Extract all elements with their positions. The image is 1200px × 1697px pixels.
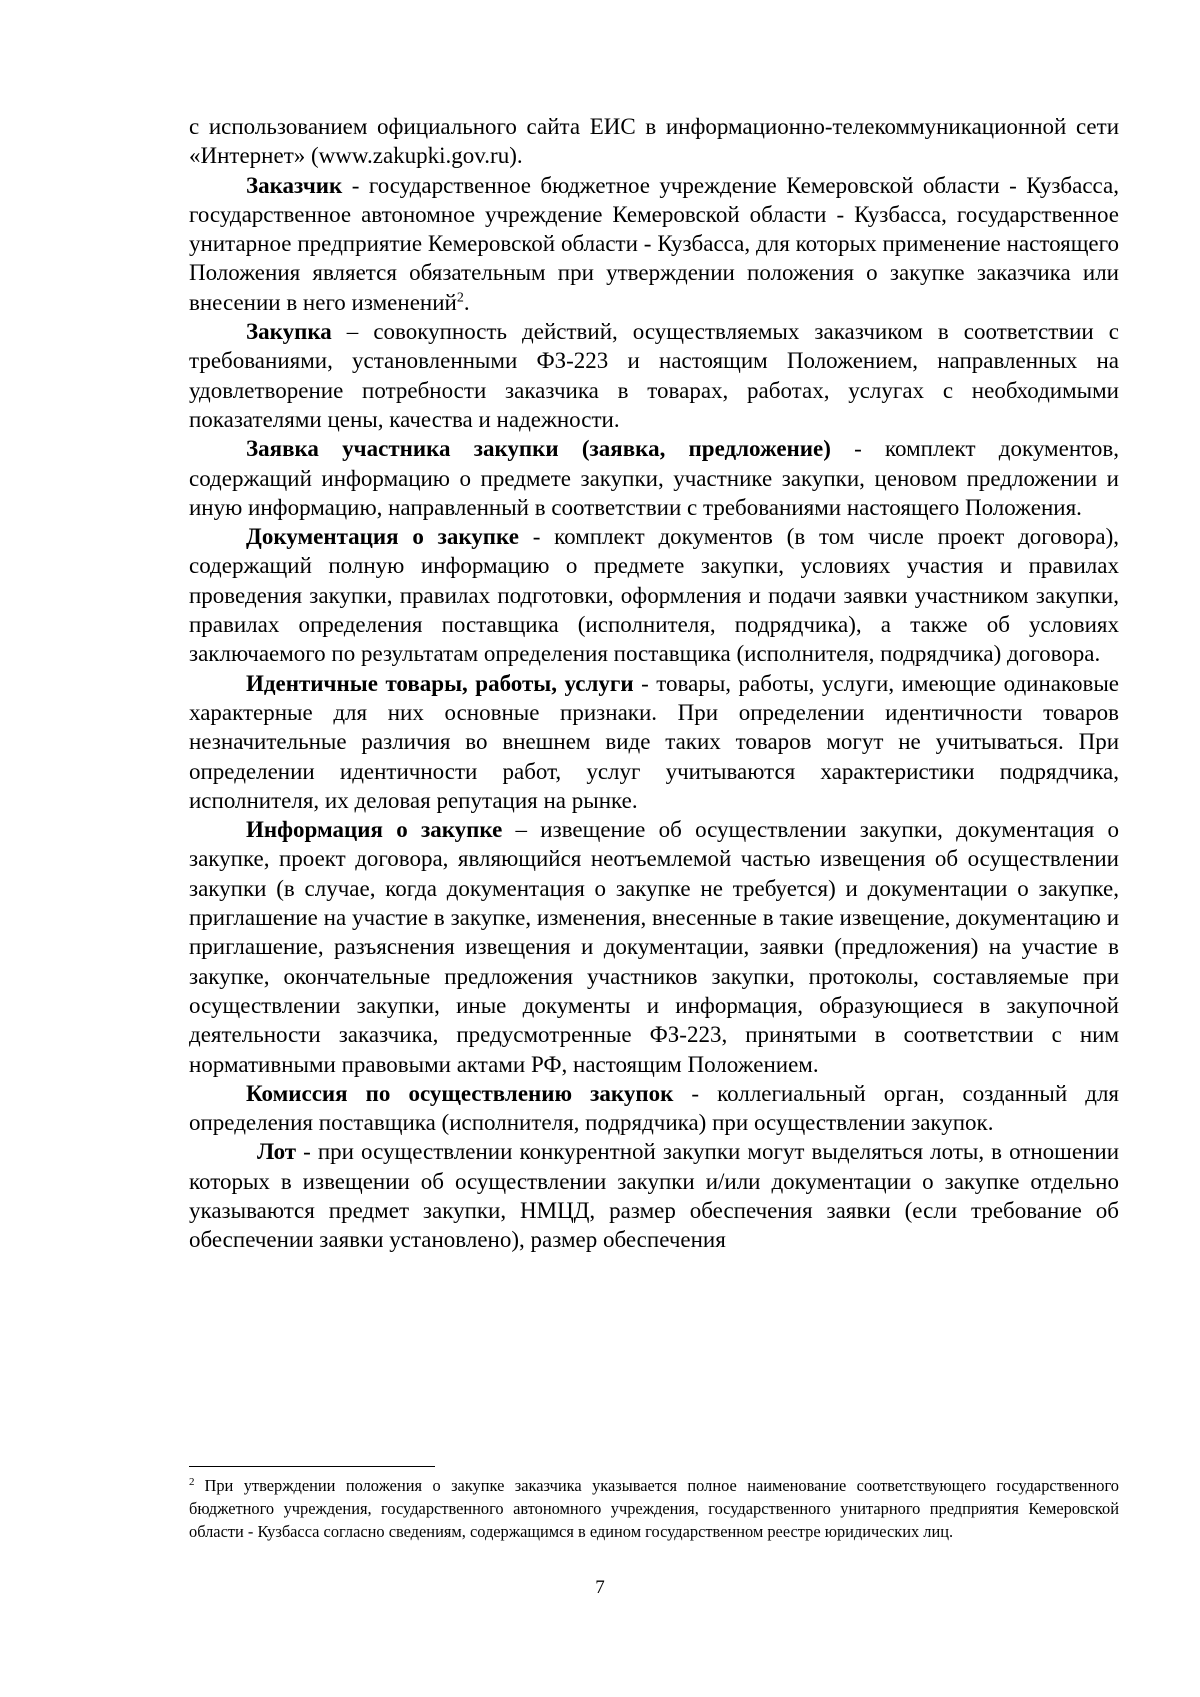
definition-text: - коллегиальный орган, созданный для определения поставщика (исполнителя, подрядчика) при осуществлении закупок. <box>189 1080 1119 1136</box>
definition-paragraph-identical-goods <box>189 669 1119 815</box>
definition-text: - комплект документов, содержащий информацию о предмете закупки, участнике закупки, ценовом предложении и иную информацию, направленный в соответствии с требованиями настоящего Положения. <box>189 436 1119 520</box>
definition-text: - при осуществлении конкурентной закупки могут выделяться лоты, в отношении которых в извещении об осуществлении закупки и/или документации о закупке отдельно указываются предмет закупки, НМЦД, размер обеспечения заявки (если требование об обеспечении заявки установлено), размер обеспечения <box>189 1139 1119 1253</box>
definition-text: - товары, работы, услуги, имеющие одинаковые характерные для них основные признаки. При определении идентичности товаров незначительные различия во внешнем виде таких товаров могут не учитываться. При определении идентичности работ, услуг учитываются характеристики подрядчика, исполнителя, их деловая репутация на рынке. <box>189 670 1119 813</box>
definition-paragraph-application <box>189 434 1119 522</box>
definition-text: – извещение об осуществлении закупки, документация о закупке, проект договора, являющийся неотъемлемой частью извещения об осуществлении закупки (в случае, когда документация о закупке не требуется) и документации о закупке, приглашение на участие в закупке, изменения, внесенные в такие извещение, документацию и приглашение, разъяснения извещения и документации, заявки (предложения) на участие в закупке, окончательные предложения участников закупки, протоколы, составляемые при осуществлении закупки, иные документы и информация, образующиеся в закупочной деятельности заказчика, предусмотренные ФЗ-223, принятыми в соответствии с ним нормативными правовыми актами РФ, настоящим Положением. <box>189 817 1119 1077</box>
footnote-marker: 2 <box>189 1475 195 1488</box>
footnote-text: При утверждении положения о закупке заказчика указывается полное наименование соответствующего государственного бюджетного учреждения, государственного автономного учреждения, государственного унитарного предприятия Кемеровской области - Кузбасса согласно сведениям, содержащимся в едином государственном реестре юридических лиц. <box>189 1476 1119 1542</box>
term-label: Лот <box>257 1139 297 1165</box>
definition-paragraph-commission <box>189 1079 1119 1138</box>
term-label: Идентичные товары, работы, услуги <box>246 670 634 696</box>
term-label: Заявка участника закупки (заявка, предложение) <box>246 436 831 462</box>
definition-text: – совокупность действий, осуществляемых заказчиком в соответствии с требованиями, установленными ФЗ-223 и настоящим Положением, направленных на удовлетворение потребности заказчика в товарах, работах, услугах с необходимыми показателями цены, качества и надежности. <box>189 319 1119 432</box>
definition-paragraph-lot <box>189 1137 1119 1254</box>
page-number: 7 <box>595 1577 605 1598</box>
definition-text-end: . <box>463 289 470 315</box>
footnote-reference[interactable]: 2 <box>456 290 464 306</box>
term-label: Информация о закупке <box>246 817 503 843</box>
intro-paragraph <box>189 112 1119 171</box>
intro-text: с использованием официального сайта ЕИС в информационно-телекоммуникационной сети «Интернет» (www.zakupki.gov.ru). <box>189 114 1119 169</box>
term-label: Заказчик <box>246 172 343 198</box>
definition-paragraph-procurement <box>189 317 1119 434</box>
footnote <box>189 1474 1119 1544</box>
definition-paragraph-documentation <box>189 522 1119 668</box>
term-label: Комиссия по осуществлению закупок <box>246 1080 674 1106</box>
term-label: Закупка <box>246 319 332 345</box>
definition-paragraph-customer <box>189 171 1119 317</box>
footnote-separator <box>189 1466 435 1467</box>
document-body <box>189 112 1119 1255</box>
definition-text: - государственное бюджетное учреждение Кемеровской области - Кузбасса, государственное автономное учреждение Кемеровской области - Кузбасса, государственное унитарное предприятие Кемеровской области - Кузбасса, для которых применение настоящего Положения является обязательным при утверждении положения о закупке заказчика или внесении в него изменений <box>189 172 1119 315</box>
definition-text: - комплект документов (в том числе проект договора), содержащий полную информацию о предмете закупки, условиях участия и правилах проведения закупки, правилах подготовки, оформления и подачи заявки участником закупки, правилах определения поставщика (исполнителя, подрядчика), а также об условиях заключаемого по результатам определения поставщика (исполнителя, подрядчика) договора. <box>189 524 1119 667</box>
definition-paragraph-procurement-information <box>189 815 1119 1079</box>
term-label: Документация о закупке <box>246 524 519 550</box>
